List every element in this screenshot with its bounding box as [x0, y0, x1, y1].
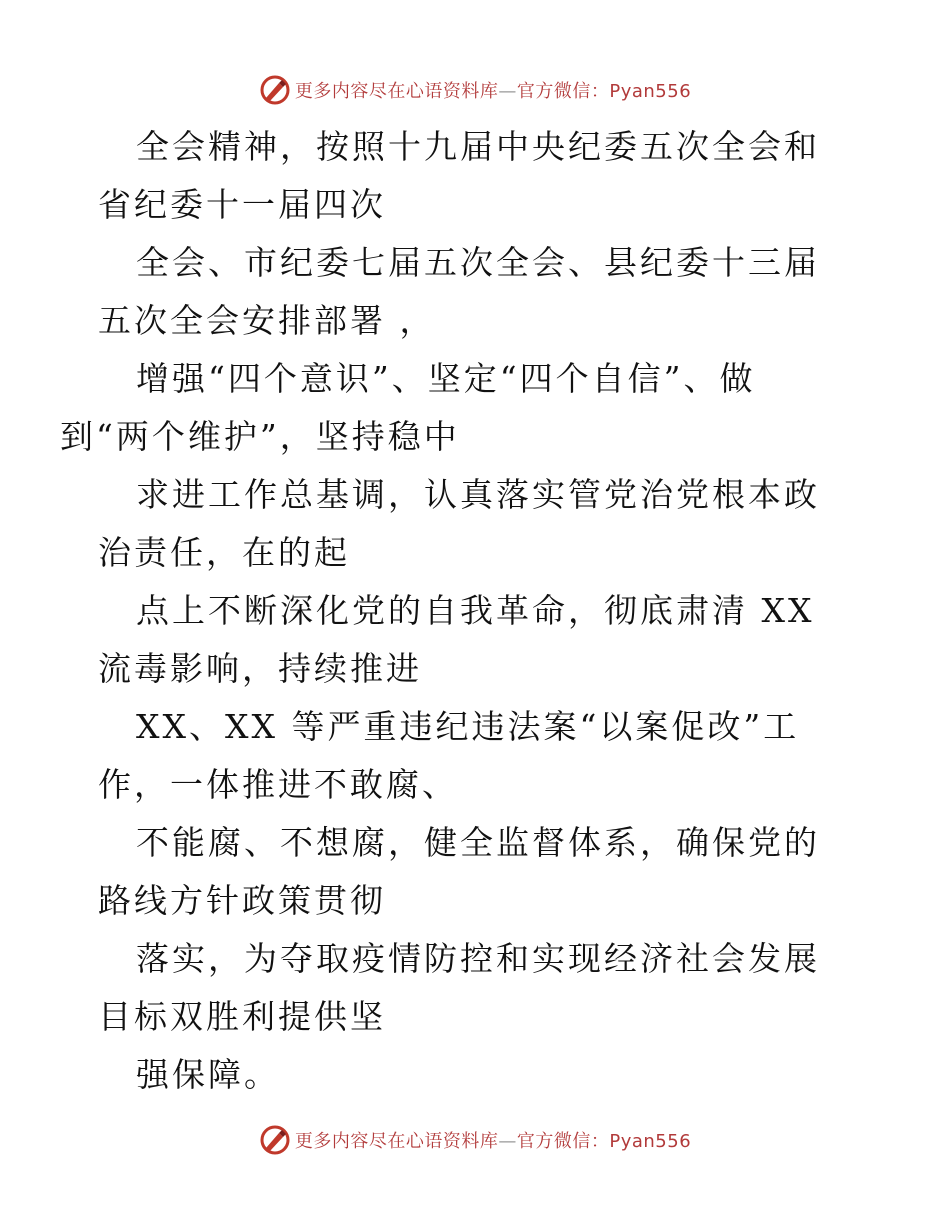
paragraph-line: 全会、市纪委七届五次全会、县纪委十三届五次 [98, 243, 820, 340]
paragraph [0, 1046, 950, 1104]
banner-text [295, 77, 691, 103]
banner-handle: Pyan556 [609, 1131, 692, 1152]
paragraph-line: 方针政策贯彻 [170, 881, 386, 920]
banner-text [295, 1127, 691, 1153]
paragraph-line: 全会精神，按照十九届中央纪委五次全会和省纪 [98, 127, 820, 224]
paragraph-line: 求进工作总基调，认真落实管党治党根本政治责 [98, 475, 820, 572]
paragraph-line: 点上不断深化党的自我革命，彻底肃清 XX 流毒 [98, 591, 815, 688]
paragraph-line: 不能腐、不想腐，健全监督体系，确保党的路线 [98, 823, 820, 920]
paragraph [0, 582, 950, 698]
paragraph-line: 全会安排部署 ， [170, 301, 436, 340]
banner-wechat-label: 官方微信： [516, 1131, 610, 1152]
paragraph-line: 强保障。 [136, 1055, 280, 1094]
banner-dash: — [498, 1131, 517, 1152]
banner-dash: — [498, 81, 517, 102]
pen-logo-icon [259, 74, 291, 106]
paragraph [0, 698, 950, 814]
pen-logo-icon [259, 1124, 291, 1156]
header-banner [0, 70, 950, 110]
paragraph [0, 350, 950, 466]
paragraph-line: 增强“四个意识”、坚定“四个自信”、做 [136, 359, 756, 398]
banner-handle: Pyan556 [609, 81, 692, 102]
banner-title: 更多内容尽在心语资料库 [294, 1131, 499, 1152]
paragraph-line: 影响，持续推进 [170, 649, 422, 688]
paragraph-line: 委十一届四次 [170, 185, 386, 224]
footer-banner [0, 1120, 950, 1160]
banner-wechat-label: 官方微信： [516, 81, 610, 102]
paragraph-line: XX、XX 等严重违纪违法案“以案促改”工作， [98, 707, 800, 804]
paragraph-line: 双胜利提供坚 [170, 997, 386, 1036]
paragraph-line: 到“两个维护”，坚持稳中 [60, 417, 460, 456]
paragraph [0, 466, 950, 582]
paragraph [0, 930, 950, 1046]
paragraph [0, 234, 950, 350]
paragraph [0, 814, 950, 930]
banner-title: 更多内容尽在心语资料库 [294, 81, 499, 102]
paragraph-line: 一体推进不敢腐、 [170, 765, 458, 804]
document-body [0, 118, 950, 1104]
paragraph-line: 落实，为夺取疫情防控和实现经济社会发展目标 [98, 939, 820, 1036]
paragraph-line: 任，在的起 [170, 533, 350, 572]
paragraph [0, 118, 950, 234]
